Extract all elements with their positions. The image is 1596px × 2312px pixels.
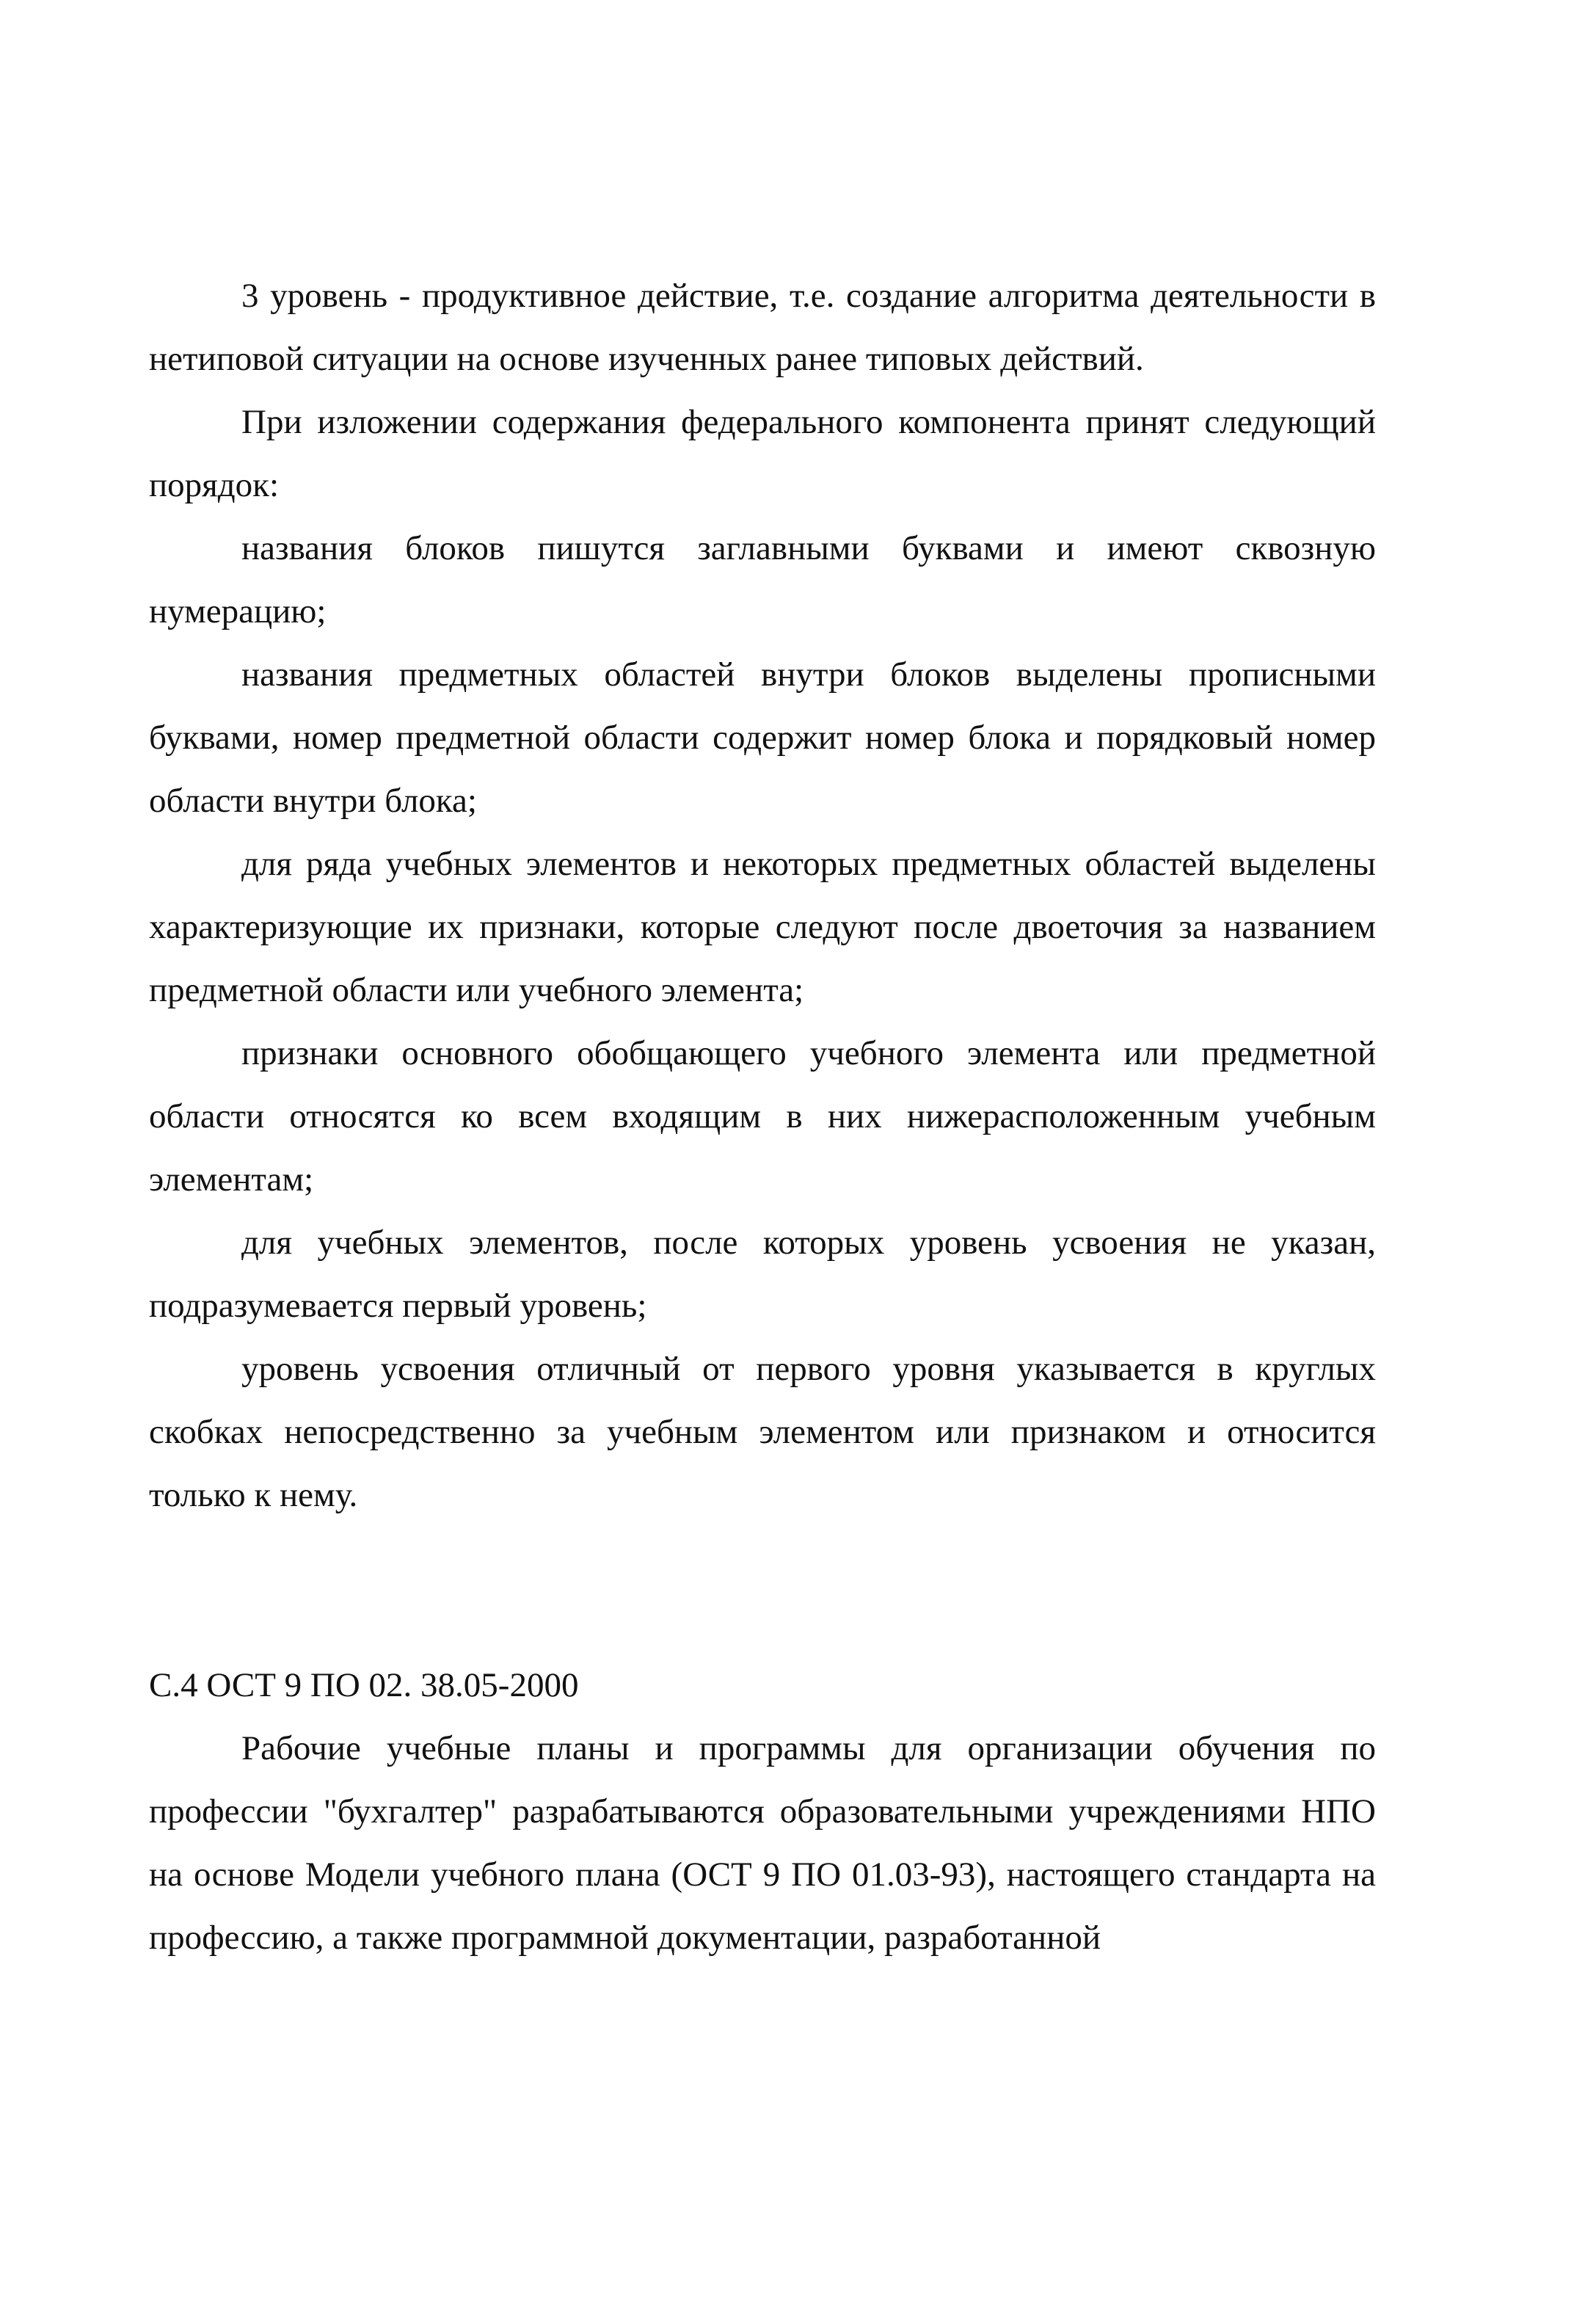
paragraph-default-level: для учебных элементов, после которых уровень усвоения не указан, подразумевается первый уровень; <box>149 1224 1376 1325</box>
paragraph-features: для ряда учебных элементов и некоторых предметных областей выделены характеризующие их признаки, которые следуют после двоеточия за названием предметной области или учебного элемента; <box>149 845 1376 1009</box>
paragraph-level-3: 3 уровень - продуктивное действие, т.е. создание алгоритма деятельности в нетиповой ситуации на основе изученных ранее типовых действий. <box>149 277 1376 378</box>
paragraph-order-intro: При изложении содержания федерального компонента принят следующий порядок: <box>149 403 1376 504</box>
text-section-1 <box>149 264 1376 1527</box>
paragraph-subject-areas: названия предметных областей внутри блоков выделены прописными буквами, номер предметной области содержит номер блока и порядковый номер области внутри блока; <box>149 655 1376 820</box>
paragraph-other-level: уровень усвоения отличный от первого уровня указывается в круглых скобках непосредственно за учебным элементом или признаком и относится только к нему. <box>149 1350 1376 1514</box>
paragraph-general-features: признаки основного обобщающего учебного элемента или предметной области относятся ко всем входящим в них нижерасположенным учебным элементам; <box>149 1034 1376 1199</box>
text-section-2 <box>149 1654 1376 1969</box>
paragraph-curricula: Рабочие учебные планы и программы для организации обучения по профессии "бухгалтер" разрабатываются образовательными учреждениями НПО на основе Модели учебного плана (ОСТ 9 ПО 01.03-93), настоящего стандарта на профессию, а также программной документации, разработанной <box>149 1729 1376 1957</box>
page-heading: С.4 ОСТ 9 ПО 02. 38.05-2000 <box>149 1666 579 1704</box>
paragraph-block-names: названия блоков пишутся заглавными буквами и имеют сквозную нумерацию; <box>149 529 1376 630</box>
